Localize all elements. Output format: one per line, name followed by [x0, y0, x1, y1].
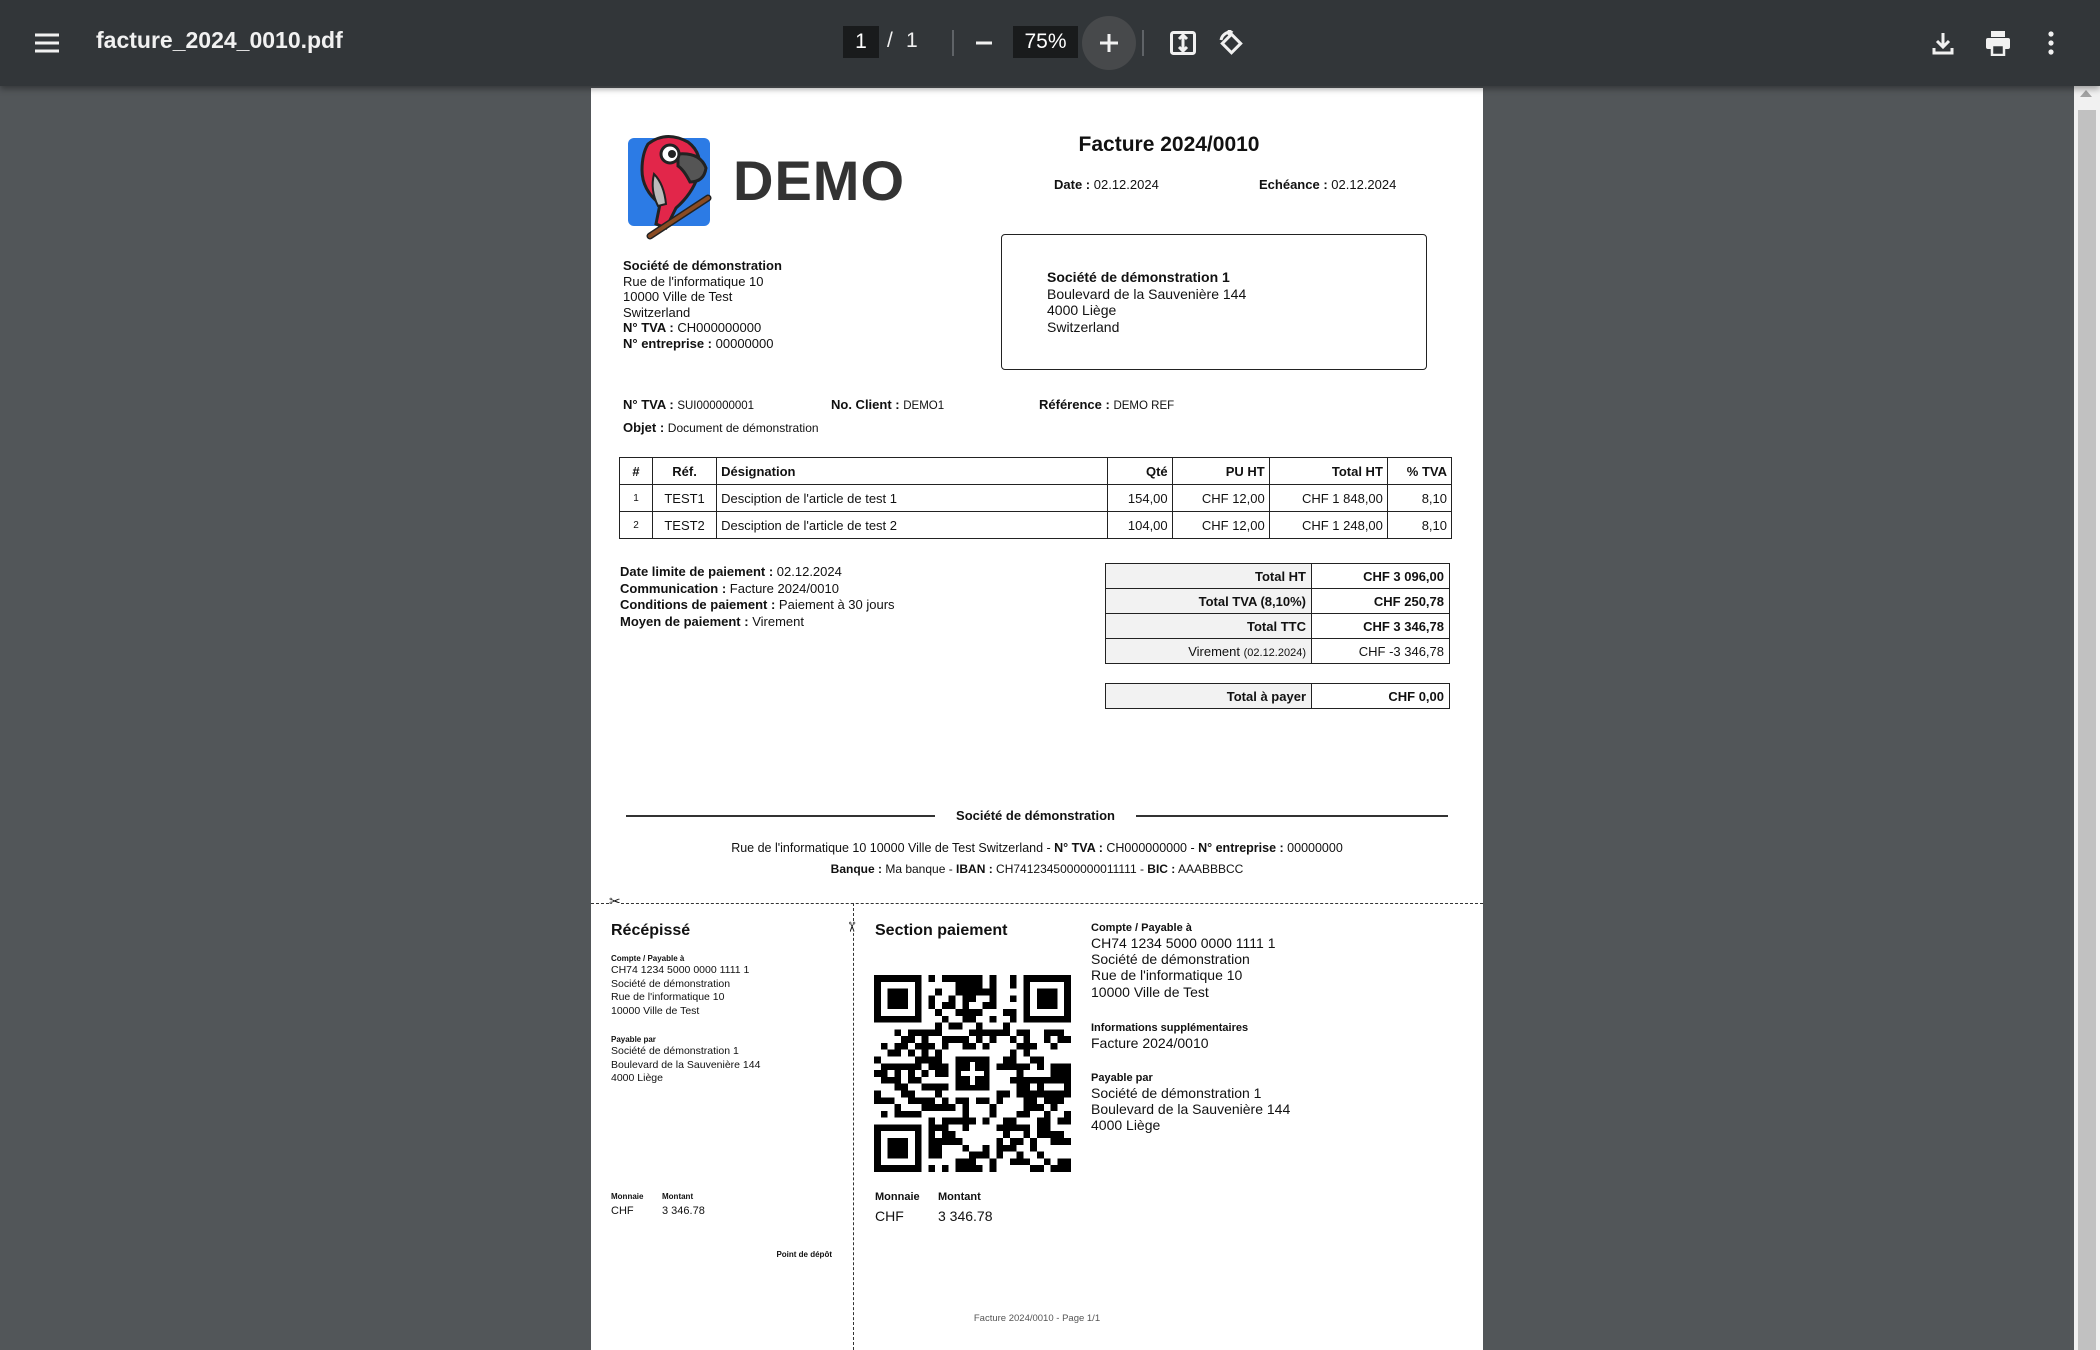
cut-line-horizontal: [591, 903, 1483, 904]
col-header: Réf.: [653, 458, 717, 485]
total-ttc-row: [1106, 614, 1450, 639]
payment-payer-label: Payable par: [1091, 1072, 1153, 1084]
logo-text: DEMO: [733, 149, 905, 212]
col-header: % TVA: [1387, 458, 1451, 485]
receipt-currency-label: Monnaie: [611, 1192, 644, 1201]
additional-info-label: Informations supplémentaires: [1091, 1022, 1249, 1034]
payment-method: Moyen de paiement : Virement: [620, 613, 804, 629]
client-number: No. Client : DEMO1: [831, 397, 945, 412]
receipt-payer: [611, 1035, 760, 1086]
payment-communication: Communication : Facture 2024/0010: [620, 580, 839, 596]
payment-payer: [1091, 1072, 1290, 1133]
date-value: 02.12.2024: [1093, 177, 1159, 192]
sender-company-no: N° entreprise : 00000000: [623, 335, 774, 351]
rotate-icon[interactable]: [1204, 16, 1258, 70]
col-header: Qté: [1107, 458, 1172, 485]
total-ttc-value: CHF 3 346,78: [1312, 614, 1450, 639]
items-table: [619, 457, 1452, 539]
total-ttc-label: Total TTC: [1106, 614, 1312, 639]
payment-creditor-city: 10000 Ville de Test: [1091, 983, 1209, 1000]
cell: 2: [620, 512, 653, 539]
sender-name: Société de démonstration: [623, 258, 782, 273]
receipt-payer-name: Société de démonstration 1: [611, 1045, 739, 1057]
payment-conditions: Conditions de paiement : Paiement à 30 jours: [620, 597, 895, 612]
payment-creditor-name: Société de démonstration: [1091, 951, 1250, 968]
cell: TEST1: [653, 485, 717, 512]
table-header-row: [620, 458, 1452, 485]
receipt-amount-label: Montant: [662, 1192, 694, 1201]
amount-due-table: [1105, 683, 1450, 709]
payment-payer-name: Société de démonstration 1: [1091, 1085, 1262, 1101]
receipt-account-label: Compte / Payable à: [611, 954, 685, 963]
pdf-toolbar: [0, 0, 2100, 86]
amount-due-row: [1106, 684, 1450, 709]
invoice-due-date: [1259, 177, 1396, 192]
total-tva-row: [1106, 589, 1450, 614]
more-icon[interactable]: [2024, 16, 2078, 70]
scissors-icon: ✂: [843, 921, 860, 933]
total-ht-label: Total HT: [1106, 564, 1312, 589]
cell: TEST2: [653, 512, 717, 539]
invoice-date: [1054, 177, 1159, 192]
receipt-creditor-city: 10000 Ville de Test: [611, 1004, 700, 1017]
receipt-creditor-street: Rue de l'informatique 10: [611, 991, 725, 1003]
receipt-amount: 3 346.78: [662, 1205, 705, 1217]
page-footer: Facture 2024/0010 - Page 1/1: [973, 1313, 1101, 1324]
totals-table: [1105, 563, 1450, 664]
cell: 8,10: [1387, 485, 1451, 512]
footer-divider: [1136, 815, 1448, 817]
table-row: [620, 485, 1452, 512]
cell: Desciption de l'article de test 1: [717, 485, 1107, 512]
receipt-payer-city: 4000 Liège: [611, 1072, 663, 1084]
pdf-page: [591, 88, 1483, 1350]
payment-amount-label: Montant: [938, 1191, 981, 1203]
receipt-payer-street: Boulevard de la Sauvenière 144: [611, 1058, 761, 1071]
client-city: 4000 Liège: [1047, 302, 1117, 318]
cell: CHF 1 848,00: [1269, 485, 1387, 512]
payment-creditor-street: Rue de l'informatique 10: [1091, 967, 1243, 984]
footer-company: Société de démonstration: [956, 808, 1115, 823]
payment-payer-city: 4000 Liège: [1091, 1117, 1161, 1133]
payment-deadline: Date limite de paiement : 02.12.2024: [620, 564, 842, 579]
menu-icon[interactable]: [20, 16, 74, 70]
col-header: PU HT: [1172, 458, 1269, 485]
scrollbar-thumb[interactable]: [2078, 110, 2096, 1350]
toolbar-divider: [952, 30, 954, 56]
sender-city: 10000 Ville de Test: [623, 289, 733, 304]
payment-additional-info: [1091, 1022, 1248, 1051]
payment-currency-label: Monnaie: [875, 1191, 920, 1203]
table-row: [620, 512, 1452, 539]
payment-iban: CH74 1234 5000 0000 1111 1: [1091, 935, 1276, 951]
payment-currency: CHF: [875, 1208, 904, 1224]
page-number-input[interactable]: 1: [843, 26, 879, 58]
reference: Référence : DEMO REF: [1039, 397, 1175, 412]
total-tva-label: Total TVA (8,10%): [1106, 589, 1312, 614]
date-label: Date :: [1054, 177, 1091, 192]
cell: 1: [620, 485, 653, 512]
file-name: facture_2024_0010.pdf: [96, 27, 343, 53]
client-name: Société de démonstration 1: [1047, 269, 1230, 285]
toolbar-divider: [1142, 30, 1144, 56]
object: Objet : Document de démonstration: [623, 420, 819, 435]
parrot-logo-icon: [626, 124, 714, 240]
transfer-row: [1106, 639, 1450, 664]
receipt-iban: CH74 1234 5000 0000 1111 1: [611, 964, 750, 976]
additional-info-value: Facture 2024/0010: [1091, 1035, 1209, 1051]
fit-page-icon[interactable]: [1156, 16, 1210, 70]
print-icon[interactable]: [1971, 16, 2025, 70]
zoom-out-icon[interactable]: [957, 16, 1011, 70]
cell: 154,00: [1107, 485, 1172, 512]
footer-divider: [626, 815, 935, 817]
zoom-level-input[interactable]: 75%: [1013, 26, 1078, 58]
scroll-up-arrow-icon[interactable]: [2080, 90, 2092, 97]
client-street: Boulevard de la Sauvenière 144: [1047, 285, 1247, 302]
invoice-title: Facture 2024/0010: [1078, 133, 1260, 156]
payment-section-title: Section paiement: [875, 922, 1008, 939]
cell: 8,10: [1387, 512, 1451, 539]
col-header: Total HT: [1269, 458, 1387, 485]
due-value: 02.12.2024: [1331, 177, 1397, 192]
cell: CHF 12,00: [1172, 485, 1269, 512]
receipt-title: Récépissé: [611, 922, 691, 939]
cell: Desciption de l'article de test 2: [717, 512, 1107, 539]
download-icon[interactable]: [1916, 16, 1970, 70]
sender-street: Rue de l'informatique 10: [623, 273, 764, 289]
receipt-payer-label: Payable par: [611, 1035, 656, 1044]
footer-bank-line: Banque : Ma banque - IBAN : CH7412345000000011111 - BIC : AAABBBCC: [830, 862, 1244, 876]
payment-info: [620, 564, 895, 630]
payment-account: [1091, 922, 1276, 1000]
client-address: [1047, 269, 1246, 335]
receipt-depot-label: Point de dépôt: [776, 1250, 832, 1259]
transfer-value: CHF -3 346,78: [1312, 639, 1450, 664]
cut-line-vertical: [853, 903, 854, 1350]
cell: 104,00: [1107, 512, 1172, 539]
receipt-creditor-name: Société de démonstration: [611, 977, 731, 990]
page-total: 1: [906, 29, 918, 52]
total-ht-value: CHF 3 096,00: [1312, 564, 1450, 589]
sender-country: Switzerland: [623, 304, 691, 320]
receipt-account: [611, 954, 749, 1018]
sender-vat: N° TVA : CH000000000: [623, 320, 762, 335]
total-tva-value: CHF 250,78: [1312, 589, 1450, 614]
client-vat: N° TVA : SUI000000001: [623, 397, 755, 412]
transfer-label: Virement (02.12.2024): [1106, 639, 1312, 664]
cell: CHF 12,00: [1172, 512, 1269, 539]
payment-account-label: Compte / Payable à: [1091, 922, 1192, 934]
col-header: #: [620, 458, 653, 485]
zoom-in-icon[interactable]: [1082, 16, 1136, 70]
amount-due-label: Total à payer: [1106, 684, 1312, 709]
amount-due-value: CHF 0,00: [1312, 684, 1450, 709]
scissors-icon: ✂: [609, 893, 621, 909]
client-country: Switzerland: [1047, 318, 1120, 335]
page-separator: /: [887, 29, 893, 52]
receipt-currency: CHF: [611, 1205, 634, 1217]
cell: CHF 1 248,00: [1269, 512, 1387, 539]
swiss-qr-code: [874, 975, 1071, 1172]
payment-amount: 3 346.78: [938, 1208, 993, 1224]
total-ht-row: [1106, 564, 1450, 589]
sender-address: [623, 258, 782, 351]
due-label: Echéance :: [1259, 177, 1328, 192]
payment-payer-street: Boulevard de la Sauvenière 144: [1091, 1101, 1291, 1117]
col-header: Désignation: [717, 458, 1107, 485]
footer-address-line: Rue de l'informatique 10 10000 Ville de Test Switzerland - N° TVA : CH000000000 - N° entreprise : 00000000: [731, 841, 1343, 855]
